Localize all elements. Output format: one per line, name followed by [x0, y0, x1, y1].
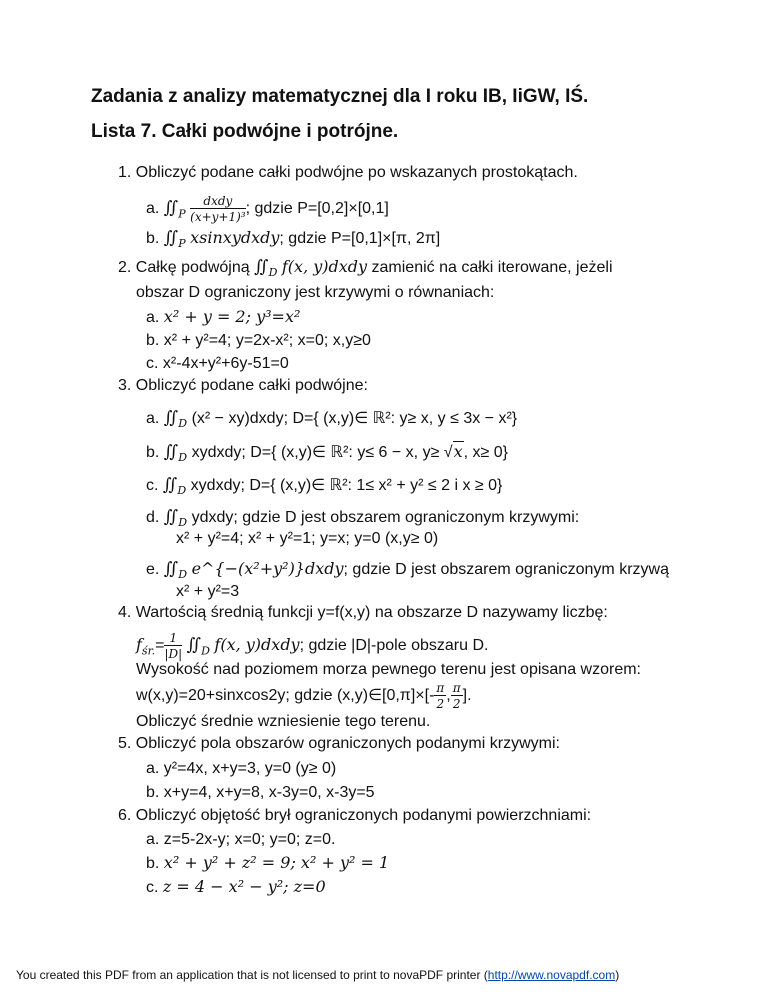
task-1b: [146, 228, 440, 254]
fraction-denominator: |D|: [164, 647, 183, 661]
task-3b-label: b.: [146, 444, 160, 461]
task-3a: [146, 408, 517, 434]
equals: =: [155, 637, 165, 655]
task-1a-rest: ; gdzie P=[0,2]×[0,1]: [245, 200, 389, 218]
task-3c-text: xydxdy; D={ (x,y)∈ ℝ²: 1≤ x² + y² ≤ 2 i x ≥ 0}: [190, 477, 503, 494]
task-2b: [146, 331, 371, 351]
task-5a-text: y²=4x, x+y=3, y=0 (y≥ 0): [163, 760, 337, 777]
task-3b: [146, 442, 508, 468]
fraction: [190, 195, 245, 223]
task-5b-label: b.: [146, 784, 160, 801]
footer-link[interactable]: http://www.novapdf.com: [487, 968, 616, 982]
task-3e-label: e.: [146, 561, 160, 578]
task-4-rest: ; gdzie |D|-pole obszaru D.: [299, 637, 489, 655]
task-3: [118, 376, 368, 396]
mean-subscript: śr.: [141, 644, 156, 658]
region-d: D: [178, 417, 188, 431]
equation: x² + y²=4; y=2x-x²; x=0; x,y≥0: [163, 332, 371, 349]
task-3d-line2: x² + y²=4; x² + y²=1; y=x; y=0 (x,y≥ 0): [176, 530, 439, 547]
task-2b-label: b.: [146, 332, 160, 349]
fraction-denominator: 2: [452, 697, 461, 711]
task-2a: [146, 307, 300, 328]
double-integral-symbol: ∬: [163, 408, 179, 428]
region-d: D: [178, 516, 188, 530]
footer-text: You created this PDF from an application that is not licensed to print to novaPDF printer (: [16, 968, 488, 982]
task-2c-label: c.: [146, 355, 159, 372]
task-3c-label: c.: [146, 477, 159, 494]
region-d: D: [177, 484, 187, 498]
task-3c: [146, 475, 502, 501]
task-3e-line2: x² + y²=3: [176, 583, 240, 600]
task-5b: [146, 783, 375, 803]
integrand: e^{−(x²+y²)}dxdy: [191, 559, 344, 578]
fraction-numerator: 1: [164, 632, 182, 646]
fraction: [164, 632, 182, 660]
task-6c-label: c.: [146, 879, 159, 896]
region-p: P: [178, 207, 186, 221]
footer-close: ): [615, 968, 620, 982]
task-4-line4-post: ].: [462, 687, 472, 705]
comma: ,: [446, 687, 451, 705]
list-title: Lista 7. Całki podwójne i potrójne.: [91, 121, 399, 142]
task-1b-rest: ; gdzie P=[0,1]×[π, 2π]: [279, 230, 441, 247]
integrand: xsinxydxdy: [190, 228, 280, 247]
task-2c: [146, 354, 289, 374]
region-d: D: [178, 451, 188, 465]
pdf-footer: [16, 968, 619, 982]
task-5-text: Obliczyć pola obszarów ograniczonych podanymi krzywymi:: [135, 735, 560, 752]
task-5: [118, 734, 560, 754]
task-1: [118, 163, 578, 183]
task-5a-label: a.: [146, 760, 160, 777]
task-5-number: 5.: [118, 735, 132, 752]
task-4-line5: Obliczyć średnie wzniesienie tego terenu.: [136, 713, 431, 730]
sqrt-argument: x: [453, 442, 463, 461]
task-2-post: zamienić na całki iterowane, jeżeli: [371, 259, 613, 276]
region-d: D: [201, 644, 210, 658]
double-integral-symbol: ∬: [186, 635, 202, 656]
task-4-text: Wartością średnią funkcji y=f(x,y) na obszarze D nazywamy liczbę:: [135, 604, 608, 621]
task-6-text: Obliczyć objętość brył ograniczonych podanymi powierzchniami:: [135, 807, 592, 824]
equation: x²-4x+y²+6y-51=0: [162, 355, 289, 372]
integrand: f(x, y)dxdy: [214, 635, 300, 655]
task-4-number: 4.: [118, 604, 132, 621]
task-6: [118, 806, 591, 826]
task-5a: [146, 759, 336, 779]
fraction: [434, 682, 446, 710]
task-4-line3: Wysokość nad poziomem morza pewnego terenu jest opisana wzorem:: [136, 661, 641, 678]
task-6b: [146, 853, 389, 874]
double-integral-symbol: ∬: [254, 257, 269, 277]
task-3a-label: a.: [146, 410, 160, 427]
fraction-denominator: 2: [436, 697, 445, 711]
task-3d-text: ydxdy; gdzie D jest obszarem ograniczonym krzywymi:: [191, 509, 580, 526]
task-2-pre: Całkę podwójną: [135, 259, 250, 276]
task-3d-label: d.: [146, 509, 160, 526]
mean-f: f: [136, 635, 142, 655]
task-4-formula: [136, 632, 488, 661]
region-p: P: [178, 237, 186, 251]
task-1b-label: b.: [146, 230, 160, 247]
task-4-line4: [136, 682, 472, 710]
region-d: D: [178, 568, 188, 582]
integrand: f(x, y)dxdy: [281, 257, 368, 276]
region-d: D: [268, 266, 278, 280]
task-5b-text: x+y=4, x+y=8, x-3y=0, x-3y=5: [163, 784, 375, 801]
fraction-denominator: (x+y+1)³: [190, 210, 246, 224]
double-integral-symbol: ∬: [163, 507, 179, 527]
task-1a: [146, 195, 389, 224]
fraction-numerator: π: [436, 681, 445, 695]
task-3e-rest: ; gdzie D jest obszarem ograniczonym krzywą: [343, 561, 669, 578]
double-integral-symbol: ∬: [162, 475, 178, 495]
task-6c-text: z = 4 − x² − y²; z=0: [162, 877, 326, 896]
task-6b-text: x² + y² + z² = 9; x² + y² = 1: [163, 853, 390, 872]
task-6a: [146, 830, 335, 850]
task-4-line4-pre: w(x,y)=20+sinxcos2y; gdzie (x,y)∈[0,π]×[-: [136, 687, 435, 705]
double-integral-symbol: ∬: [163, 198, 179, 219]
task-1a-label: a.: [146, 200, 160, 218]
task-6c: [146, 877, 326, 898]
task-4: [118, 603, 608, 623]
task-3b-text: xydxdy; D={ (x,y)∈ ℝ²: y≤ 6 − x, y≥ √: [191, 444, 453, 461]
double-integral-symbol: ∬: [163, 442, 179, 462]
task-2-line2: obszar D ograniczony jest krzywymi o równaniach:: [136, 284, 495, 301]
double-integral-symbol: ∬: [163, 228, 179, 248]
equation: x² + y = 2; y³=x²: [163, 307, 301, 326]
task-6a-text: z=5-2x-y; x=0; y=0; z=0.: [163, 831, 336, 848]
task-1-text: Obliczyć podane całki podwójne po wskazanych prostokątach.: [135, 164, 578, 181]
double-integral-symbol: ∬: [163, 559, 179, 579]
task-2a-label: a.: [146, 309, 160, 326]
fraction-numerator: dxdy: [190, 195, 245, 209]
task-1-number: 1.: [118, 164, 132, 181]
task-3b-post: , x≥ 0}: [463, 444, 508, 461]
task-6-number: 6.: [118, 807, 132, 824]
document-title: Zadania z analizy matematycznej dla I roku IB, IiGW, IŚ.: [91, 86, 589, 107]
task-2: [118, 257, 613, 283]
task-3-number: 3.: [118, 377, 132, 394]
task-2-number: 2.: [118, 259, 132, 276]
task-6a-label: a.: [146, 831, 160, 848]
task-6b-label: b.: [146, 855, 160, 872]
task-3a-text: (x² − xy)dxdy; D={ (x,y)∈ ℝ²: y≥ x, y ≤ 3x − x²}: [191, 410, 518, 427]
fraction: [451, 682, 463, 710]
task-3-text: Obliczyć podane całki podwójne:: [135, 377, 368, 394]
fraction-numerator: π: [452, 681, 461, 695]
